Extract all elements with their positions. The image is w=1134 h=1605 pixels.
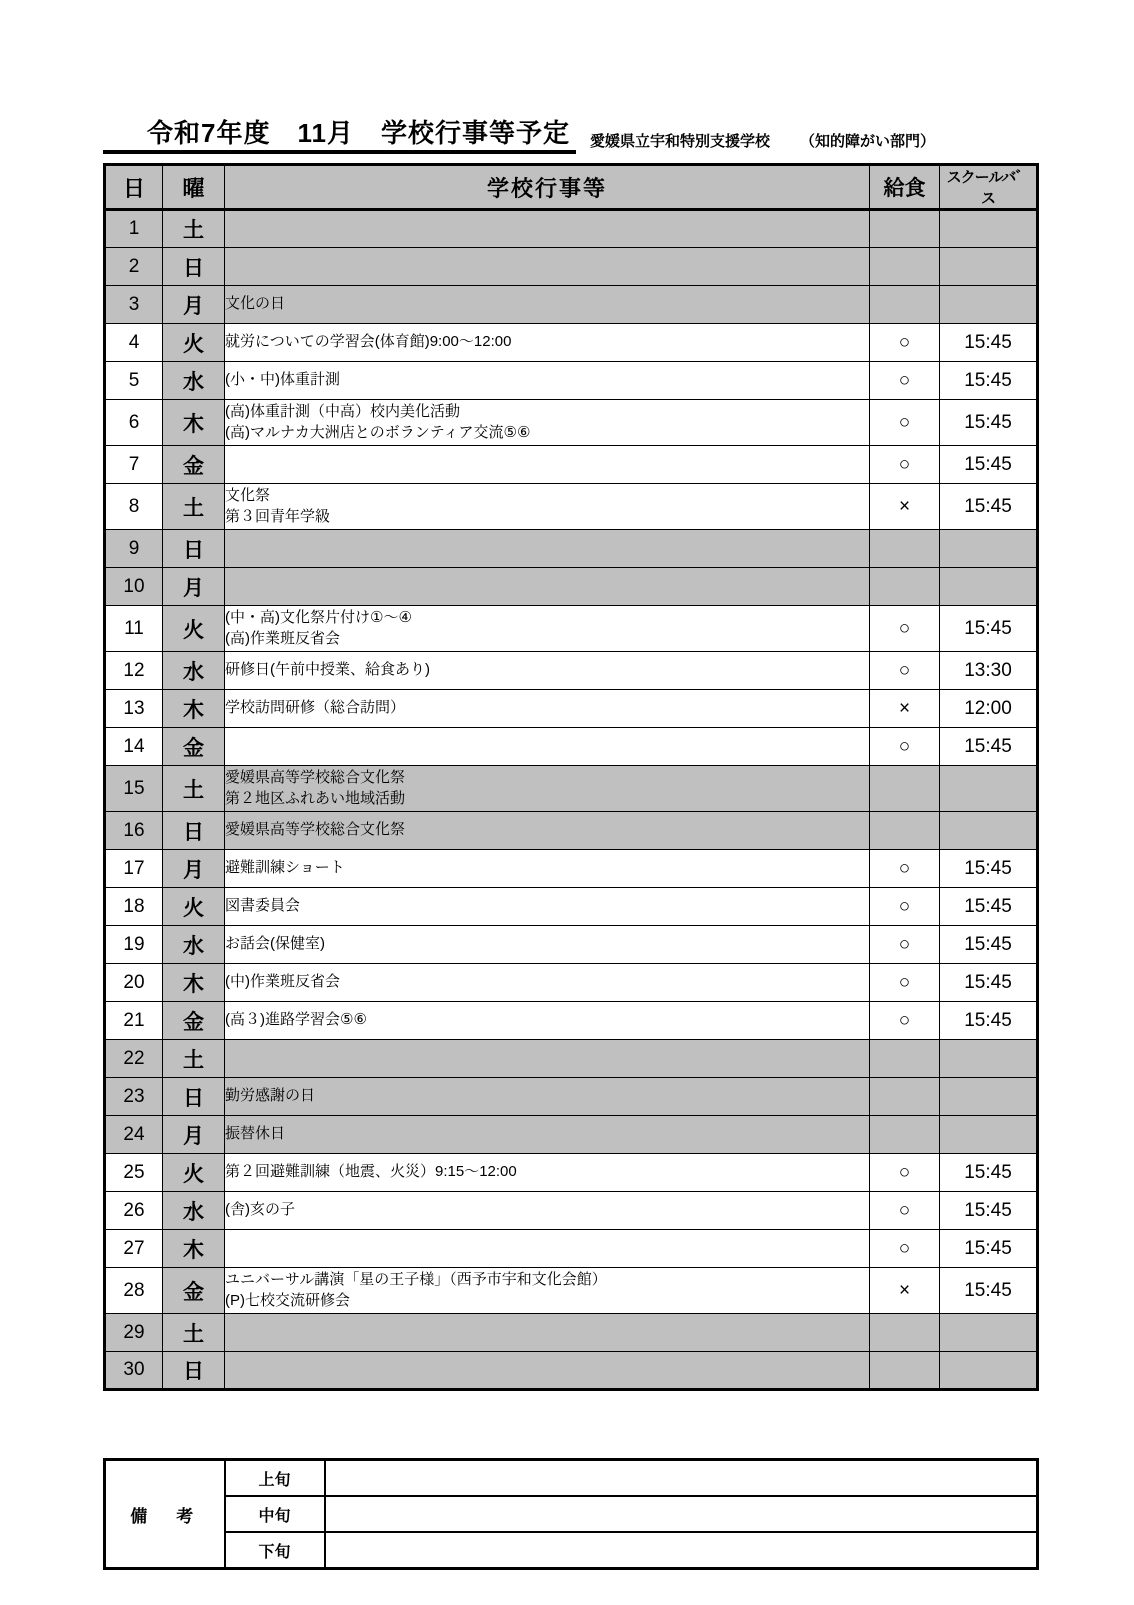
cell-weekday: 金 — [163, 728, 225, 766]
cell-day: 3 — [105, 286, 163, 324]
table-row — [105, 888, 1038, 926]
cell-lunch — [870, 1116, 940, 1154]
cell-weekday: 水 — [163, 926, 225, 964]
cell-weekday: 金 — [163, 446, 225, 484]
cell-event — [225, 400, 870, 446]
cell-weekday: 火 — [163, 606, 225, 652]
cell-weekday: 土 — [163, 766, 225, 812]
document-header — [103, 112, 1039, 154]
cell-day: 2 — [105, 248, 163, 286]
cell-bus-time — [940, 812, 1038, 850]
column-header-event: 学校行事等 — [225, 165, 870, 210]
remarks-label: 備 考 — [105, 1460, 225, 1569]
cell-lunch — [870, 530, 940, 568]
cell-event — [225, 766, 870, 812]
cell-lunch — [870, 1040, 940, 1078]
column-header-weekday: 曜 — [163, 165, 225, 210]
table-row — [105, 812, 1038, 850]
cell-weekday: 月 — [163, 850, 225, 888]
cell-lunch — [870, 1352, 940, 1390]
cell-bus-time — [940, 1352, 1038, 1390]
event-line: (高)作業班反省会 — [225, 629, 340, 647]
cell-day: 18 — [105, 888, 163, 926]
table-row — [105, 926, 1038, 964]
cell-lunch: ○ — [870, 606, 940, 652]
cell-lunch: × — [870, 484, 940, 530]
remarks-term: 上旬 — [225, 1460, 325, 1497]
cell-day: 9 — [105, 530, 163, 568]
cell-day: 12 — [105, 652, 163, 690]
cell-bus-time — [940, 210, 1038, 248]
cell-day: 5 — [105, 362, 163, 400]
cell-weekday: 木 — [163, 690, 225, 728]
event-line: 学校訪問研修（総合訪問） — [225, 699, 406, 717]
cell-weekday: 日 — [163, 530, 225, 568]
cell-event — [225, 812, 870, 850]
cell-event — [225, 210, 870, 248]
remarks-term: 中旬 — [225, 1496, 325, 1532]
event-line: 勤労感謝の日 — [225, 1087, 316, 1105]
table-row — [105, 1230, 1038, 1268]
column-header-bus: スクールバ゛ス — [940, 165, 1038, 210]
cell-weekday: 水 — [163, 362, 225, 400]
table-row — [105, 1040, 1038, 1078]
cell-event — [225, 1192, 870, 1230]
table-row — [105, 652, 1038, 690]
event-line: (高)体重計測（中高）校内美化活動 — [225, 403, 460, 421]
cell-lunch: ○ — [870, 652, 940, 690]
cell-event — [225, 1040, 870, 1078]
remarks-row — [105, 1460, 1038, 1497]
cell-event — [225, 446, 870, 484]
cell-day: 6 — [105, 400, 163, 446]
event-line: 第２回避難訓練（地震、火災）9:15〜12:00 — [225, 1163, 517, 1181]
cell-bus-time: 15:45 — [940, 1230, 1038, 1268]
remarks-row — [105, 1532, 1038, 1569]
cell-bus-time: 12:00 — [940, 690, 1038, 728]
table-row — [105, 248, 1038, 286]
cell-day: 17 — [105, 850, 163, 888]
remarks-table — [103, 1458, 1039, 1570]
cell-day: 11 — [105, 606, 163, 652]
cell-lunch — [870, 210, 940, 248]
cell-event — [225, 728, 870, 766]
cell-day: 29 — [105, 1314, 163, 1352]
cell-lunch: ○ — [870, 362, 940, 400]
table-row — [105, 1268, 1038, 1314]
school-name: 愛媛県立宇和特別支援学校 — [589, 133, 770, 150]
table-row — [105, 1116, 1038, 1154]
cell-lunch: ○ — [870, 888, 940, 926]
cell-event — [225, 324, 870, 362]
cell-day: 23 — [105, 1078, 163, 1116]
cell-bus-time — [940, 530, 1038, 568]
cell-lunch — [870, 766, 940, 812]
cell-bus-time: 15:45 — [940, 964, 1038, 1002]
monthly-schedule-table — [103, 163, 1039, 1391]
column-header-lunch: 給食 — [870, 165, 940, 210]
cell-lunch: ○ — [870, 1002, 940, 1040]
table-row — [105, 766, 1038, 812]
cell-bus-time — [940, 1116, 1038, 1154]
cell-day: 22 — [105, 1040, 163, 1078]
table-row — [105, 1352, 1038, 1390]
cell-weekday: 木 — [163, 1230, 225, 1268]
cell-weekday: 日 — [163, 1078, 225, 1116]
remarks-value[interactable] — [325, 1496, 1038, 1532]
cell-day: 16 — [105, 812, 163, 850]
cell-lunch: ○ — [870, 728, 940, 766]
cell-day: 21 — [105, 1002, 163, 1040]
column-header-day: 日 — [105, 165, 163, 210]
cell-event — [225, 964, 870, 1002]
cell-day: 1 — [105, 210, 163, 248]
cell-event — [225, 652, 870, 690]
table-row — [105, 286, 1038, 324]
cell-event — [225, 1002, 870, 1040]
cell-bus-time: 15:45 — [940, 728, 1038, 766]
cell-day: 25 — [105, 1154, 163, 1192]
page-title: 令和7年度 11月 学校行事等予定 — [103, 118, 576, 154]
cell-event — [225, 362, 870, 400]
table-row — [105, 1314, 1038, 1352]
cell-day: 15 — [105, 766, 163, 812]
table-row — [105, 446, 1038, 484]
table-row — [105, 484, 1038, 530]
cell-weekday: 火 — [163, 324, 225, 362]
cell-event — [225, 1352, 870, 1390]
table-row — [105, 362, 1038, 400]
cell-bus-time: 15:45 — [940, 850, 1038, 888]
cell-weekday: 金 — [163, 1002, 225, 1040]
event-line: (舎)亥の子 — [225, 1201, 295, 1219]
cell-bus-time: 15:45 — [940, 1268, 1038, 1314]
table-row — [105, 690, 1038, 728]
cell-lunch: ○ — [870, 1154, 940, 1192]
remarks-value[interactable] — [325, 1532, 1038, 1569]
table-row — [105, 1002, 1038, 1040]
cell-weekday: 日 — [163, 1352, 225, 1390]
event-line: (小・中)体重計測 — [225, 371, 340, 389]
cell-bus-time — [940, 1314, 1038, 1352]
cell-lunch — [870, 1314, 940, 1352]
cell-day: 27 — [105, 1230, 163, 1268]
cell-lunch: ○ — [870, 1192, 940, 1230]
remarks-value[interactable] — [325, 1460, 1038, 1497]
cell-day: 30 — [105, 1352, 163, 1390]
event-line: 第２地区ふれあい地域活動 — [225, 789, 406, 807]
remarks-term: 下旬 — [225, 1532, 325, 1569]
cell-bus-time: 15:45 — [940, 926, 1038, 964]
event-line: 文化の日 — [225, 295, 286, 313]
cell-lunch — [870, 812, 940, 850]
cell-weekday: 土 — [163, 210, 225, 248]
cell-lunch — [870, 248, 940, 286]
event-line: (中・高)文化祭片付け①〜④ — [225, 609, 412, 627]
remarks-body — [105, 1460, 1038, 1569]
cell-bus-time — [940, 286, 1038, 324]
cell-day: 14 — [105, 728, 163, 766]
cell-day: 7 — [105, 446, 163, 484]
table-row — [105, 964, 1038, 1002]
cell-lunch: × — [870, 690, 940, 728]
cell-weekday: 火 — [163, 1154, 225, 1192]
cell-weekday: 木 — [163, 400, 225, 446]
cell-lunch: ○ — [870, 324, 940, 362]
cell-bus-time: 15:45 — [940, 1192, 1038, 1230]
cell-bus-time — [940, 568, 1038, 606]
cell-day: 28 — [105, 1268, 163, 1314]
cell-weekday: 月 — [163, 1116, 225, 1154]
event-line: 振替休日 — [225, 1125, 286, 1143]
cell-weekday: 金 — [163, 1268, 225, 1314]
cell-event — [225, 1314, 870, 1352]
cell-bus-time — [940, 248, 1038, 286]
cell-bus-time: 15:45 — [940, 1002, 1038, 1040]
cell-event — [225, 248, 870, 286]
cell-lunch: ○ — [870, 446, 940, 484]
cell-lunch: ○ — [870, 926, 940, 964]
cell-day: 24 — [105, 1116, 163, 1154]
table-row — [105, 324, 1038, 362]
table-row — [105, 568, 1038, 606]
cell-weekday: 水 — [163, 652, 225, 690]
cell-event — [225, 1078, 870, 1116]
cell-event — [225, 286, 870, 324]
event-line: (高)マルナカ大洲店とのボランティア交流⑤⑥ — [225, 423, 531, 441]
cell-weekday: 土 — [163, 1040, 225, 1078]
cell-lunch — [870, 1078, 940, 1116]
event-line: お話会(保健室) — [225, 935, 325, 953]
cell-lunch: ○ — [870, 964, 940, 1002]
cell-event — [225, 1268, 870, 1314]
cell-bus-time: 15:45 — [940, 400, 1038, 446]
event-line: (中)作業班反省会 — [225, 973, 340, 991]
table-row — [105, 1192, 1038, 1230]
cell-lunch: ○ — [870, 400, 940, 446]
table-header-row — [105, 165, 1038, 210]
table-row — [105, 530, 1038, 568]
cell-lunch: × — [870, 1268, 940, 1314]
event-line: 研修日(午前中授業、給食あり) — [225, 661, 430, 679]
cell-bus-time — [940, 1078, 1038, 1116]
cell-event — [225, 606, 870, 652]
event-line: 愛媛県高等学校総合文化祭 — [225, 769, 406, 787]
table-row — [105, 850, 1038, 888]
cell-day: 20 — [105, 964, 163, 1002]
cell-bus-time: 15:45 — [940, 888, 1038, 926]
cell-lunch — [870, 568, 940, 606]
cell-event — [225, 926, 870, 964]
cell-day: 19 — [105, 926, 163, 964]
department-label: （知的障がい部門） — [799, 133, 935, 150]
table-row — [105, 400, 1038, 446]
cell-event — [225, 1116, 870, 1154]
cell-lunch: ○ — [870, 1230, 940, 1268]
cell-bus-time: 15:45 — [940, 324, 1038, 362]
cell-bus-time: 15:45 — [940, 362, 1038, 400]
cell-day: 13 — [105, 690, 163, 728]
event-line: 愛媛県高等学校総合文化祭 — [225, 821, 406, 839]
cell-weekday: 木 — [163, 964, 225, 1002]
remarks-row — [105, 1496, 1038, 1532]
cell-event — [225, 530, 870, 568]
cell-bus-time — [940, 766, 1038, 812]
cell-bus-time — [940, 1040, 1038, 1078]
cell-day: 8 — [105, 484, 163, 530]
cell-bus-time: 13:30 — [940, 652, 1038, 690]
cell-weekday: 月 — [163, 286, 225, 324]
cell-weekday: 火 — [163, 888, 225, 926]
cell-weekday: 土 — [163, 1314, 225, 1352]
cell-bus-time: 15:45 — [940, 446, 1038, 484]
cell-day: 26 — [105, 1192, 163, 1230]
table-row — [105, 1078, 1038, 1116]
cell-event — [225, 1230, 870, 1268]
cell-event — [225, 484, 870, 530]
table-row — [105, 1154, 1038, 1192]
table-row — [105, 210, 1038, 248]
cell-bus-time: 15:45 — [940, 606, 1038, 652]
table-row — [105, 606, 1038, 652]
cell-day: 4 — [105, 324, 163, 362]
event-line: (高３)進路学習会⑤⑥ — [225, 1011, 367, 1029]
event-line: ユニバーサル講演「星の王子様」（西予市宇和文化会館） — [225, 1271, 607, 1289]
cell-day: 10 — [105, 568, 163, 606]
table-row — [105, 728, 1038, 766]
cell-weekday: 月 — [163, 568, 225, 606]
cell-weekday: 水 — [163, 1192, 225, 1230]
cell-event — [225, 888, 870, 926]
cell-event — [225, 690, 870, 728]
cell-event — [225, 568, 870, 606]
cell-weekday: 日 — [163, 812, 225, 850]
event-line: 文化祭 — [225, 487, 271, 505]
cell-bus-time: 15:45 — [940, 1154, 1038, 1192]
event-line: 第３回青年学級 — [225, 507, 331, 525]
event-line: 図書委員会 — [225, 897, 301, 915]
table-body — [105, 210, 1038, 1390]
event-line: (P)七校交流研修会 — [225, 1291, 350, 1309]
cell-lunch: ○ — [870, 850, 940, 888]
cell-weekday: 土 — [163, 484, 225, 530]
event-line: 就労についての学習会(体育館)9:00〜12:00 — [225, 333, 512, 351]
cell-bus-time: 15:45 — [940, 484, 1038, 530]
cell-weekday: 日 — [163, 248, 225, 286]
event-line: 避難訓練ショート — [225, 859, 345, 877]
cell-lunch — [870, 286, 940, 324]
cell-event — [225, 1154, 870, 1192]
cell-event — [225, 850, 870, 888]
